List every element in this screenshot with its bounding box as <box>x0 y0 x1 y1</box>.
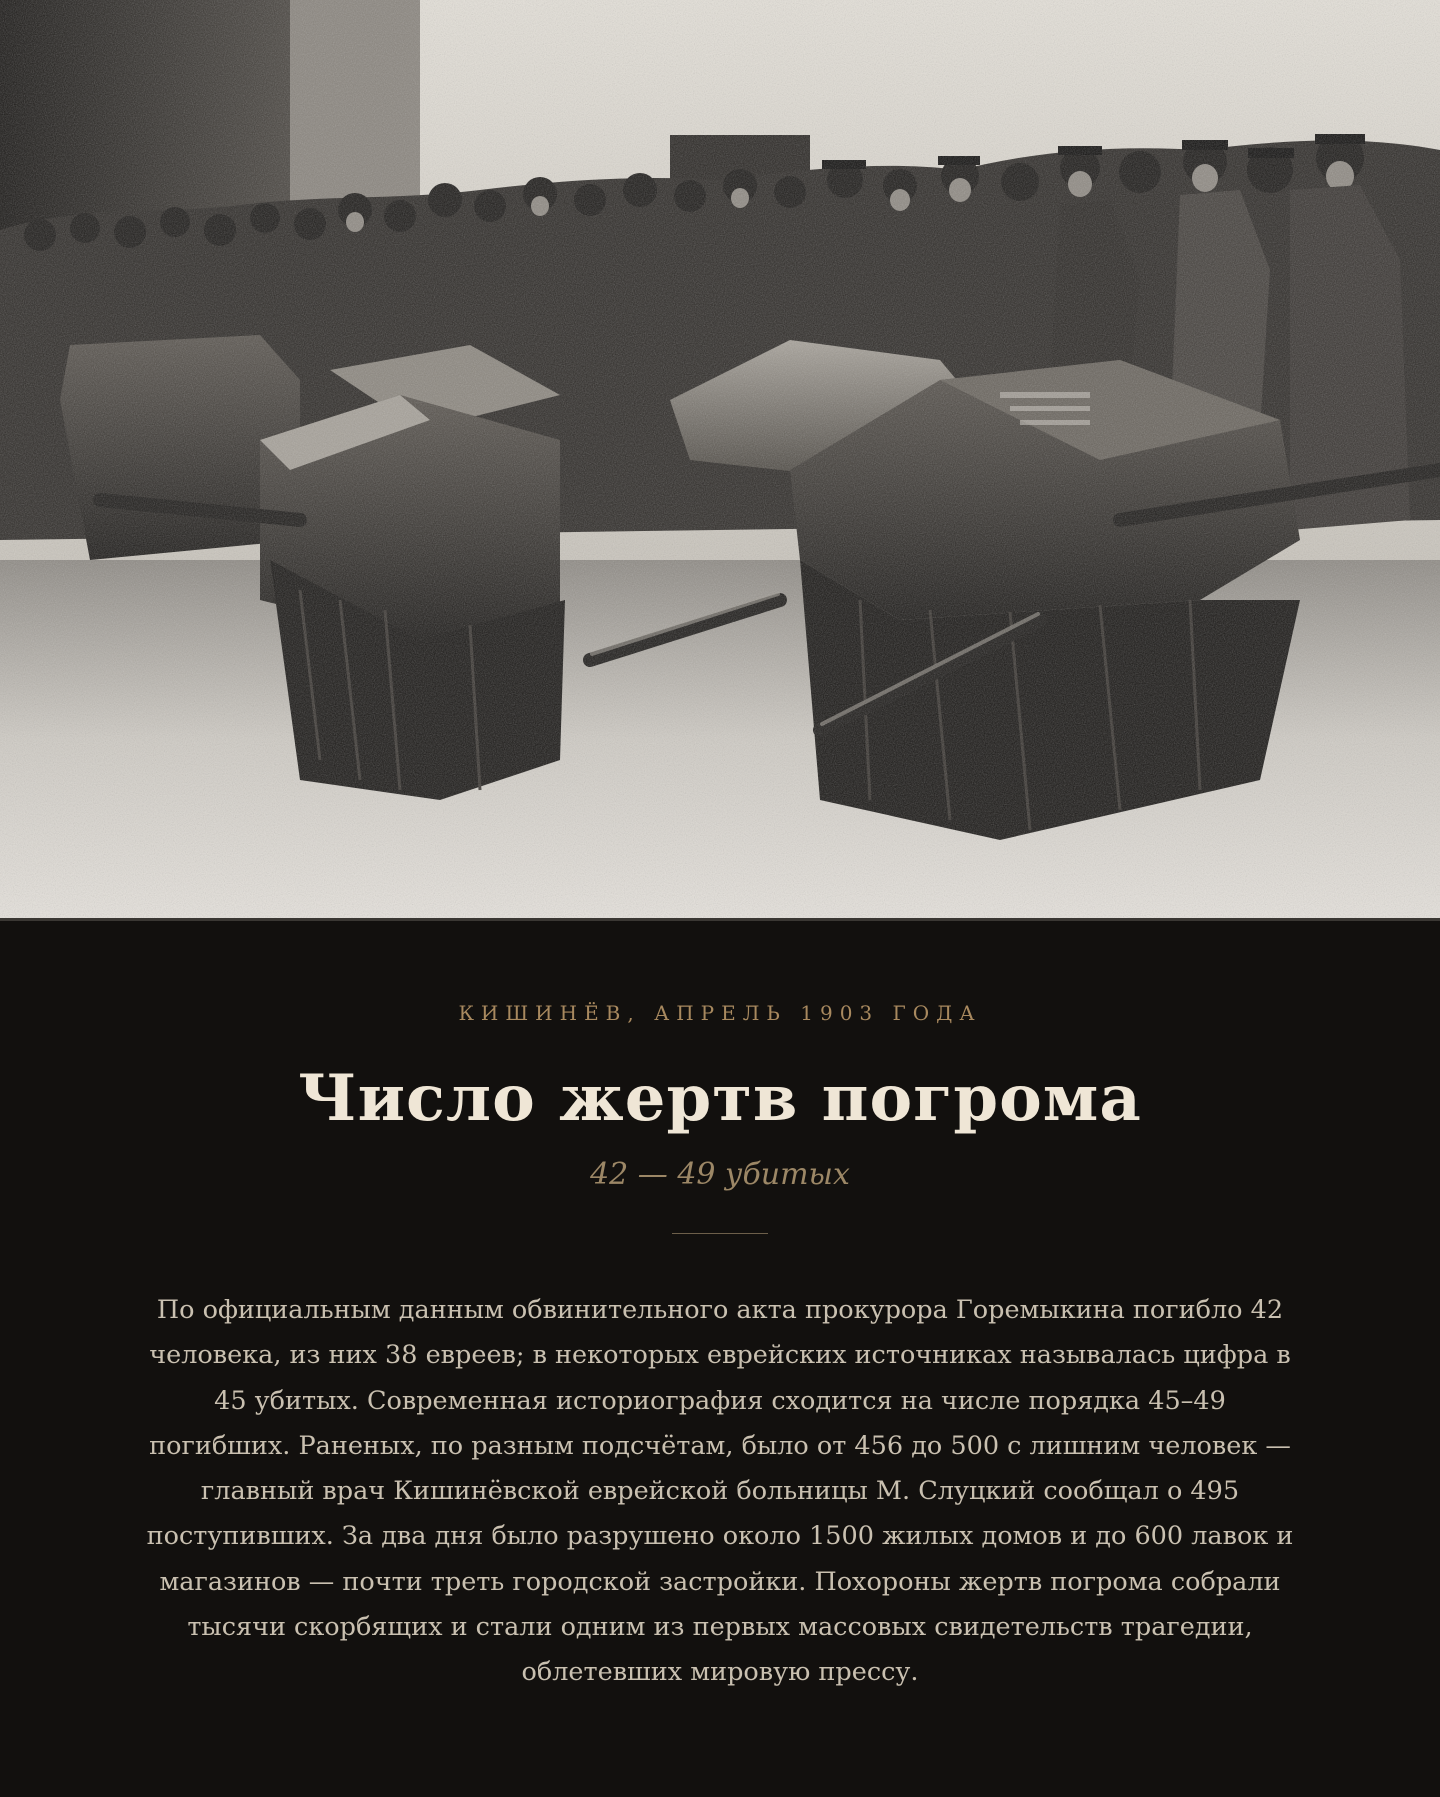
divider-rule <box>672 1233 768 1234</box>
article-block <box>0 921 1440 1797</box>
page-title: Число жертв погрома <box>298 1061 1142 1136</box>
kicker-date-place: КИШИНЁВ, АПРЕЛЬ 1903 ГОДА <box>458 1001 982 1025</box>
casualty-subtitle: 42 — 49 убитых <box>590 1157 850 1192</box>
article-body: По официальным данным обвинительного акта прокурора Горемыкина погибло 42 человека, из них 38 евреев; в некоторых еврейских источниках называлась цифра в 45 убитых. Современная историография сходится на числе порядка 45–49 погибших. Раненых, по разным подсчётам, было от 456 до 500 с лишним человек — главный врач Кишинёвской еврейской больницы М. Слуцкий сообщал о 495 поступивших. За два дня было разрушено около 1500 жилых домов и до 600 лавок и магазинов — почти треть городской застройки. Похороны жертв погрома собрали тысячи скорбящих и стали одним из первых массовых свидетельств трагедии, облетевших мировую прессу. <box>146 1295 1294 1688</box>
